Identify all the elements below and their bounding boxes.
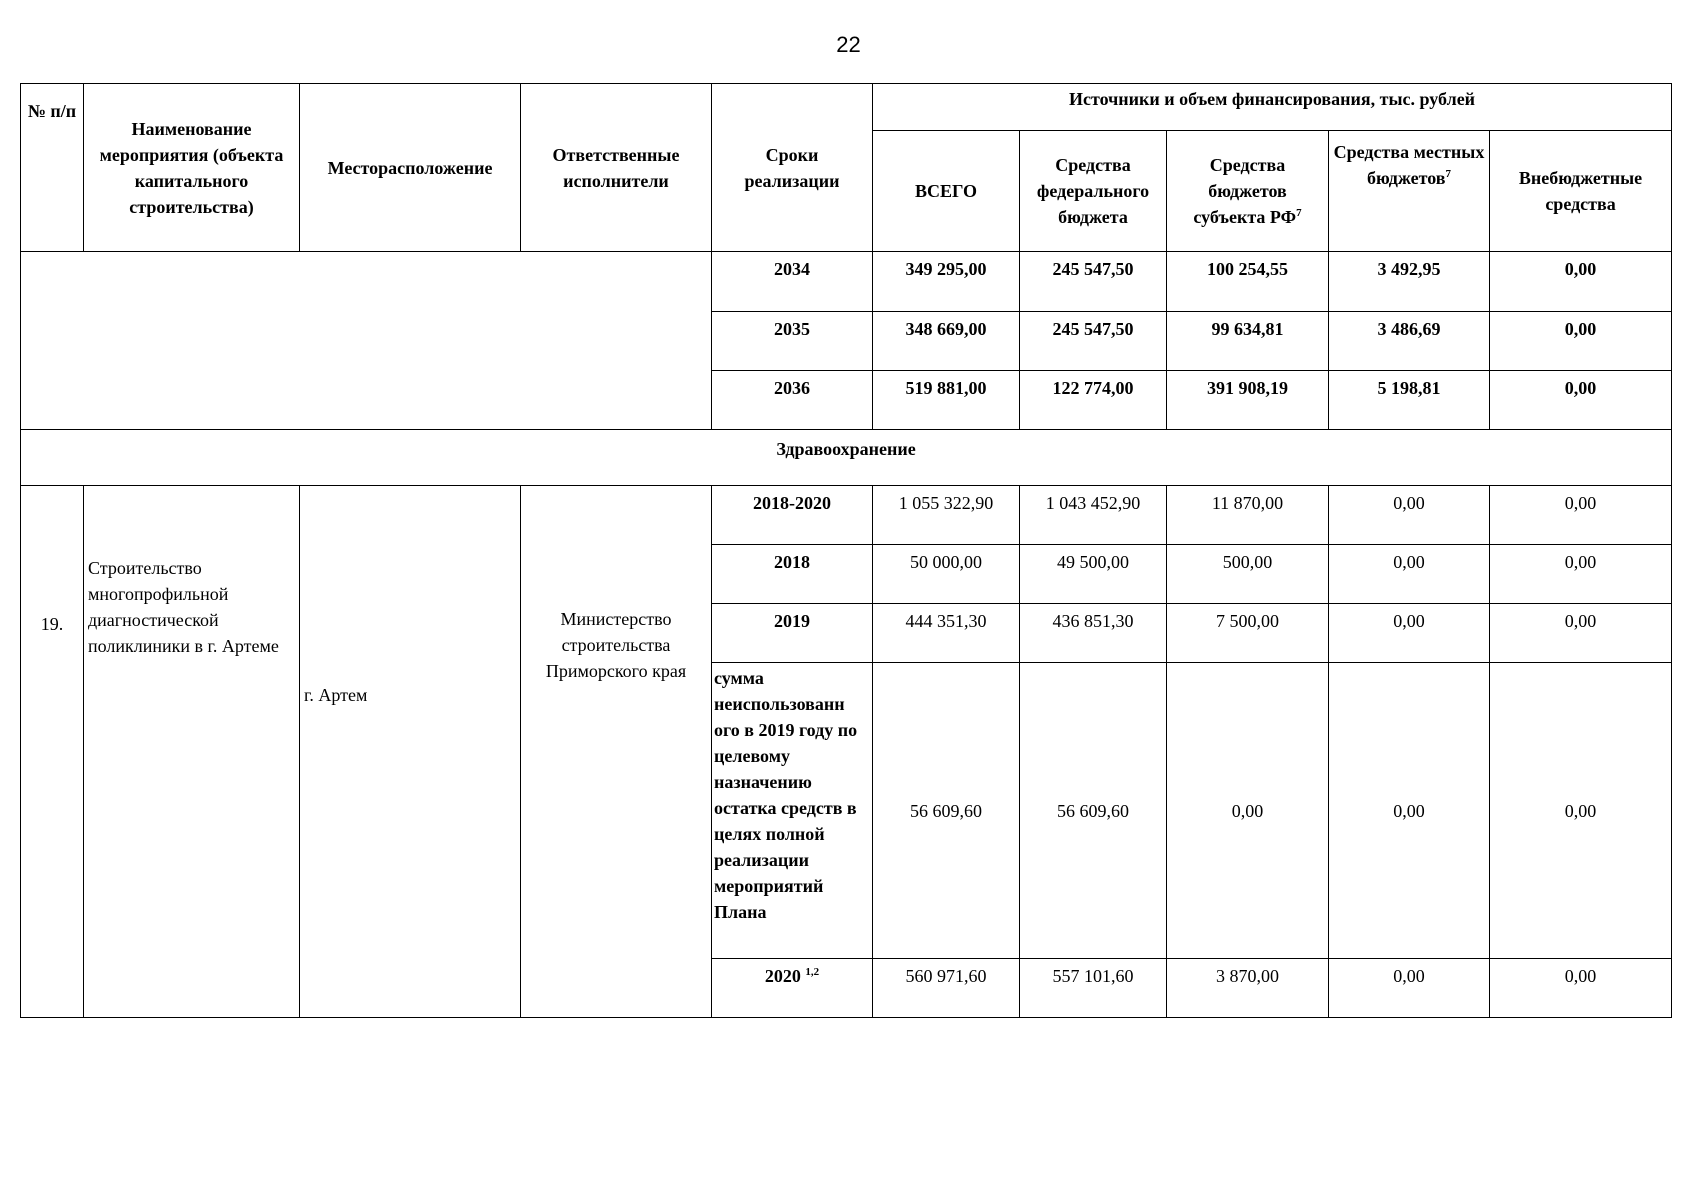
extra-cell: 0,00 bbox=[1490, 371, 1672, 430]
federal-cell: 1 043 452,90 bbox=[1020, 486, 1167, 545]
header-num: № п/п bbox=[21, 84, 84, 252]
financing-table bbox=[20, 83, 1672, 1018]
section-title: Здравоохранение bbox=[21, 430, 1672, 486]
local-cell: 0,00 bbox=[1329, 959, 1490, 1018]
header-local-label: Средства местных бюджетов bbox=[1333, 142, 1485, 188]
term-cell: 2019 bbox=[712, 604, 873, 663]
page-number: 22 bbox=[836, 32, 861, 57]
item-name: Строительство многопрофильной диагностической поликлиники в г. Артеме bbox=[84, 486, 300, 1018]
federal-cell: 49 500,00 bbox=[1020, 545, 1167, 604]
total-cell: 560 971,60 bbox=[873, 959, 1020, 1018]
subject-cell: 99 634,81 bbox=[1167, 312, 1329, 371]
header-subject-footnote: 7 bbox=[1296, 207, 1302, 219]
header-local-footnote: 7 bbox=[1445, 168, 1451, 180]
subject-cell: 0,00 bbox=[1167, 663, 1329, 959]
section-row bbox=[21, 430, 1672, 486]
subject-cell: 11 870,00 bbox=[1167, 486, 1329, 545]
local-cell: 3 492,95 bbox=[1329, 252, 1490, 312]
federal-cell: 436 851,30 bbox=[1020, 604, 1167, 663]
term-cell: 2036 bbox=[712, 371, 873, 430]
federal-cell: 122 774,00 bbox=[1020, 371, 1167, 430]
subject-cell: 100 254,55 bbox=[1167, 252, 1329, 312]
header-subject-label: Средства бюджетов субъекта РФ bbox=[1193, 155, 1297, 227]
extra-cell: 0,00 bbox=[1490, 486, 1672, 545]
extra-cell: 0,00 bbox=[1490, 663, 1672, 959]
total-cell: 348 669,00 bbox=[873, 312, 1020, 371]
subject-cell: 500,00 bbox=[1167, 545, 1329, 604]
header-name: Наименование мероприятия (объекта капитального строительства) bbox=[84, 84, 300, 252]
item-location: г. Артем bbox=[300, 486, 521, 1018]
federal-cell: 557 101,60 bbox=[1020, 959, 1167, 1018]
extra-cell: 0,00 bbox=[1490, 545, 1672, 604]
empty-merged-cell bbox=[21, 252, 712, 430]
header-sources: Источники и объем финансирования, тыс. рублей bbox=[873, 84, 1672, 131]
term-cell: 2034 bbox=[712, 252, 873, 312]
header-total: ВСЕГО bbox=[873, 131, 1020, 252]
header-location: Месторасположение bbox=[300, 84, 521, 252]
table-row bbox=[21, 252, 1672, 312]
total-cell: 1 055 322,90 bbox=[873, 486, 1020, 545]
header-responsible: Ответственные исполнители bbox=[521, 84, 712, 252]
local-cell: 0,00 bbox=[1329, 545, 1490, 604]
term-cell: 2035 bbox=[712, 312, 873, 371]
table-row bbox=[21, 486, 1672, 545]
extra-cell: 0,00 bbox=[1490, 312, 1672, 371]
extra-cell: 0,00 bbox=[1490, 959, 1672, 1018]
federal-cell: 245 547,50 bbox=[1020, 252, 1167, 312]
local-cell: 0,00 bbox=[1329, 663, 1490, 959]
table-header bbox=[21, 84, 1672, 252]
term-cell: 2018 bbox=[712, 545, 873, 604]
header-subject bbox=[1167, 131, 1329, 252]
local-cell: 0,00 bbox=[1329, 604, 1490, 663]
term-label: 2020 bbox=[764, 966, 801, 986]
total-cell: 444 351,30 bbox=[873, 604, 1020, 663]
local-cell: 5 198,81 bbox=[1329, 371, 1490, 430]
header-local bbox=[1329, 131, 1490, 252]
subject-cell: 7 500,00 bbox=[1167, 604, 1329, 663]
total-cell: 50 000,00 bbox=[873, 545, 1020, 604]
item-number: 19. bbox=[21, 486, 84, 1018]
term-cell: 2018-2020 bbox=[712, 486, 873, 545]
header-terms: Сроки реализации bbox=[712, 84, 873, 252]
extra-cell: 0,00 bbox=[1490, 604, 1672, 663]
subject-cell: 391 908,19 bbox=[1167, 371, 1329, 430]
term-cell: сумма неиспользованн ого в 2019 году по целевому назначению остатка средств в целях полной реализации мероприятий Плана bbox=[712, 663, 873, 959]
term-footnote: 1,2 bbox=[805, 966, 820, 978]
subject-cell: 3 870,00 bbox=[1167, 959, 1329, 1018]
total-cell: 349 295,00 bbox=[873, 252, 1020, 312]
local-cell: 3 486,69 bbox=[1329, 312, 1490, 371]
extra-cell: 0,00 bbox=[1490, 252, 1672, 312]
header-federal: Средства федерального бюджета bbox=[1020, 131, 1167, 252]
total-cell: 519 881,00 bbox=[873, 371, 1020, 430]
total-cell: 56 609,60 bbox=[873, 663, 1020, 959]
header-extra: Внебюджетные средства bbox=[1490, 131, 1672, 252]
item-responsible: Министерство строительства Приморского края bbox=[521, 486, 712, 1018]
federal-cell: 245 547,50 bbox=[1020, 312, 1167, 371]
term-cell bbox=[712, 959, 873, 1018]
federal-cell: 56 609,60 bbox=[1020, 663, 1167, 959]
local-cell: 0,00 bbox=[1329, 486, 1490, 545]
